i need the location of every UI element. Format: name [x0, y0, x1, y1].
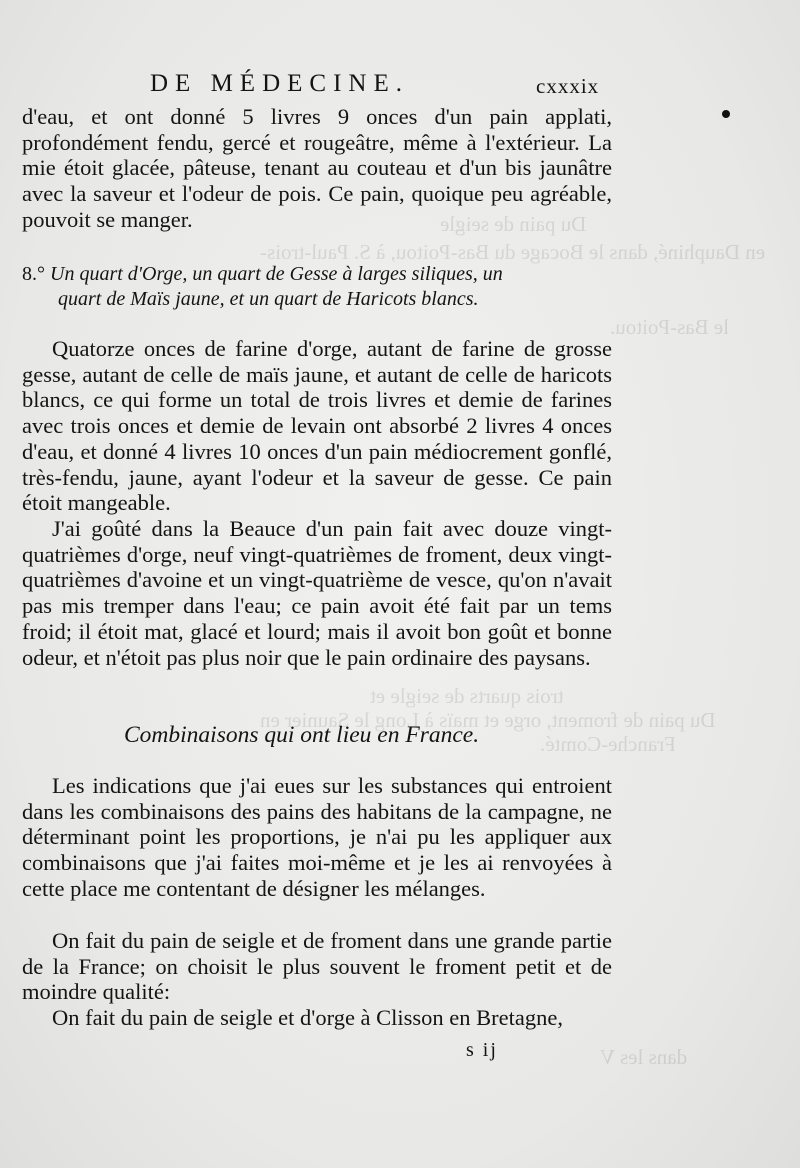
paragraph-indications: [22, 773, 612, 902]
show-through-text: dans les V: [600, 1045, 688, 1069]
item-line-1: Un quart d'Orge, un quart de Gesse à larges siliques, un: [50, 263, 503, 285]
section-heading: Combinaisons qui ont lieu en France.: [124, 722, 480, 748]
item-line-2: quart de Maïs jaune, et un quart de Haricots blancs.: [58, 288, 479, 310]
signature-mark: s ij: [466, 1039, 498, 1061]
paragraph-quatorze: [22, 336, 612, 516]
paragraph-seigle-froment: [22, 928, 612, 1005]
running-header: DE MÉDECINE.: [150, 70, 409, 97]
item-number: 8.°: [22, 263, 45, 285]
paragraph-beauce: [22, 516, 612, 670]
show-through-text: Franche-Comté.: [540, 732, 676, 756]
show-through-text: Du pain de froment, orge et maïs à Long le Saunier en: [260, 708, 716, 732]
paragraph-text: Quatorze onces de farine d'orge, autant de farine de grosse gesse, autant de celle de maïs jaune, et autant de celle de haricots blancs, ce qui forme un total de trois livres et demie de farines avec trois onces et demie de levain ont absorbé 2 livres 4 onces d'eau, et donné 4 livres 10 onces d'un pain médiocrement gonflé, très-fendu, jaune, ayant l'odeur et la saveur de gesse. Ce pain étoit mangeable.: [22, 336, 612, 516]
show-through-text: en Dauphiné, dans le Bocage du Bas-Poitou, à S. Paul-trois-: [260, 240, 766, 264]
paragraph-text: Les indications que j'ai eues sur les substances qui entroient dans les combinaisons des pains des habitans de la campagne, ne déterminant point les proportions, je n'ai pu les appliquer aux combinaisons que j'ai faites moi-même et je les ai renvoyées à cette place me contentant de désigner les mélanges.: [22, 773, 612, 901]
ink-blot: [722, 110, 730, 118]
recipe-item-8: [22, 262, 612, 312]
show-through-text: Du pain de seigle: [440, 212, 587, 236]
show-through-text: trois quarts de seigle et: [370, 684, 564, 708]
paragraph-text: On fait du pain de seigle et d'orge à Clisson en Bretagne,: [52, 1005, 564, 1030]
paragraph-text: d'eau, et ont donné 5 livres 9 onces d'un pain applati, profondément fendu, gercé et rougeâtre, même à l'extérieur. La mie étoit glacée, pâteuse, tenant au couteau et d'un bis jaunâtre avec la saveur et l'odeur de pois. Ce pain, quoique peu agréable, pouvoit se manger.: [22, 104, 612, 232]
paragraph-intro: [22, 104, 612, 233]
paragraph-text: On fait du pain de seigle et de froment dans une grande partie de la France; on choisit le plus souvent le froment petit et de moindre qualité:: [22, 928, 612, 1005]
page-number: cxxxix: [536, 74, 600, 98]
paragraph-text: J'ai goûté dans la Beauce d'un pain fait avec douze vingt-quatrièmes d'orge, neuf vingt-quatrièmes de froment, deux vingt-quatrièmes d'avoine et un vingt-quatrième de vesce, qu'on n'avait pas mis tremper dans l'eau; ce pain avoit été fait par un tems froid; il étoit mat, glacé et lourd; mais il avoit bon goût et bonne odeur, et n'étoit pas plus noir que le pain ordinaire des paysans.: [22, 516, 612, 670]
paragraph-clisson: [22, 1005, 612, 1031]
show-through-text: le Bas-Poitou.: [610, 315, 729, 339]
